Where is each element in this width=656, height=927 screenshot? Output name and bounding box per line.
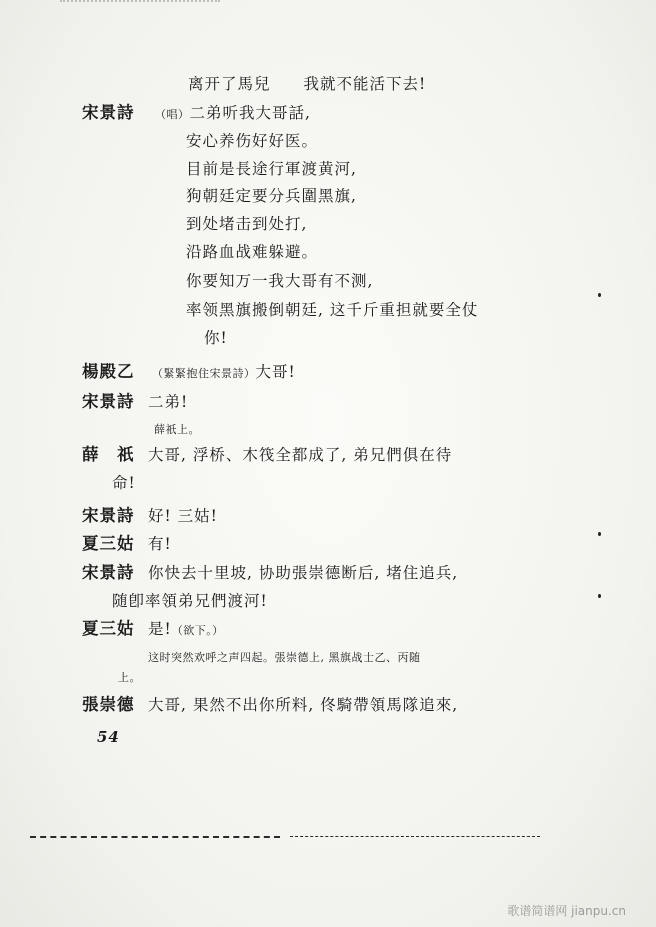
speaker-name: 宋景詩 <box>82 506 135 525</box>
bottom-rule-left <box>30 836 280 838</box>
dialogue-line: 有! <box>148 535 172 553</box>
lyric-text: 二弟听我大哥話, <box>189 104 311 122</box>
stage-direction: 薛祇上。 <box>154 423 200 436</box>
dialogue-line: 你快去十里坡, 协助張崇德断后, 堵住追兵, <box>148 564 459 582</box>
stage-direction: （唱） <box>155 108 190 121</box>
dialogue-line: 随卽率領弟兄們渡河! <box>112 592 268 610</box>
page-number: 54 <box>97 728 120 746</box>
lyric-line: 你要知万一我大哥有不测, <box>186 272 374 290</box>
lyric-line: 你! <box>204 329 228 347</box>
stage-direction: （欲下。） <box>171 624 224 637</box>
lyric-line: 率领黑旗搬倒朝廷, 这千斤重担就要全仗 <box>186 301 479 319</box>
speaker-name: 宋景詩 <box>82 392 135 411</box>
speaker-name: 楊殿乙 <box>82 362 135 381</box>
dialogue-line: 命! <box>112 474 136 492</box>
dialogue-line <box>152 362 296 384</box>
speaker-name: 薛 祇 <box>82 445 135 464</box>
lyric-line: 沿路血战难躲避。 <box>186 243 319 261</box>
speaker-name: 宋景詩 <box>82 103 135 122</box>
speaker-name: 張崇德 <box>82 695 135 714</box>
dialogue-line: 二弟! <box>148 393 189 411</box>
ink-speck <box>598 594 601 598</box>
ink-speck <box>598 293 601 297</box>
ink-speck <box>598 532 601 536</box>
site-watermark: 歌谱简谱网 jianpu.cn <box>507 904 626 918</box>
lyric-line <box>155 103 311 125</box>
dialogue-line: 大哥, 浮桥、木筏全都成了, 弟兄們俱在待 <box>148 446 453 464</box>
lyric-line: 到处堵击到处打, <box>186 215 308 233</box>
stage-direction: 上。 <box>118 671 141 684</box>
lyric-line: 狗朝廷定要分兵圍黑旗, <box>186 187 357 205</box>
top-edge-marks <box>60 0 220 8</box>
stage-direction: （緊緊抱住宋景詩） <box>152 367 256 380</box>
lyric-line: 离开了馬兒 我就不能活下去! <box>188 75 427 93</box>
bottom-rule-right <box>290 836 540 837</box>
dialogue-text: 是! <box>148 620 172 638</box>
dialogue-text: 大哥! <box>255 363 296 381</box>
speaker-name: 夏三姑 <box>82 619 135 638</box>
dialogue-line: 好! 三姑! <box>148 507 218 525</box>
stage-direction: 这时突然欢呼之声四起。張崇德上, 黑旗战士乙、丙随 <box>148 651 421 664</box>
speaker-name: 夏三姑 <box>82 534 135 553</box>
dialogue-line: 大哥, 果然不出你所料, 佟騎帶領馬隊追來, <box>148 696 459 714</box>
dialogue-line <box>148 619 224 641</box>
lyric-line: 目前是長途行軍渡黄河, <box>186 160 357 178</box>
speaker-name: 宋景詩 <box>82 563 135 582</box>
lyric-line: 安心养伤好好医。 <box>186 132 319 150</box>
